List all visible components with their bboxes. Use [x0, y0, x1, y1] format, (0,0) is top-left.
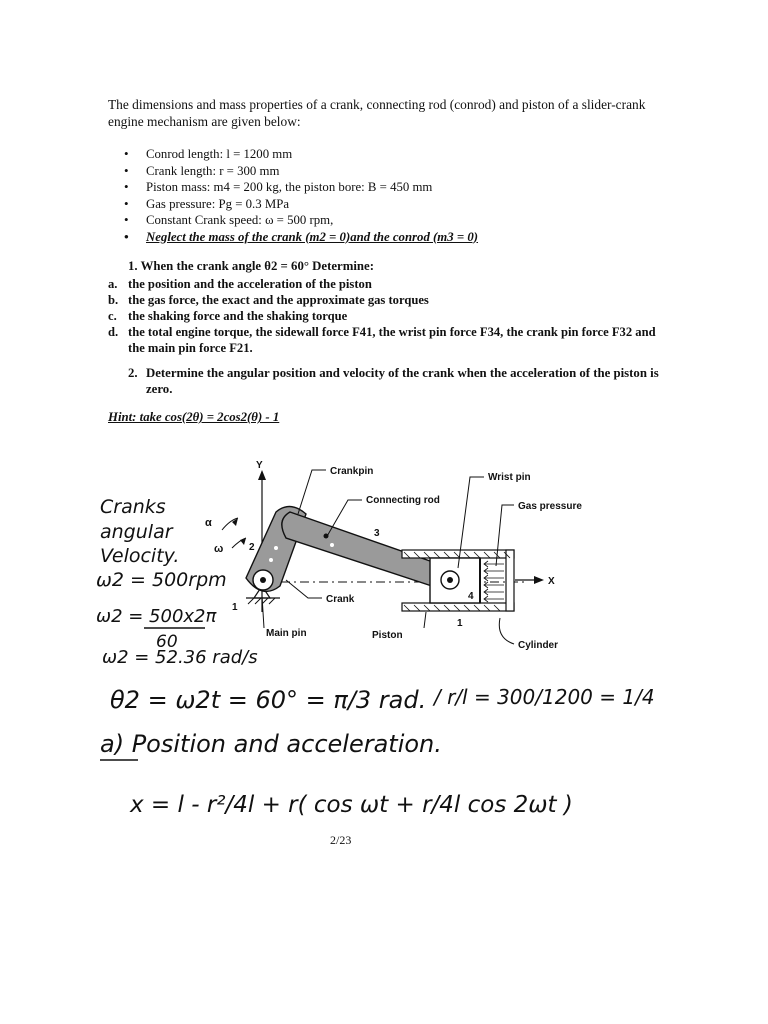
hw-line-4: ω2 = 500rpm: [96, 569, 227, 591]
crankpin-label: Crankpin: [330, 466, 374, 477]
subpart-letter: c.: [108, 309, 117, 323]
hw-line-1: Cranks: [100, 496, 166, 518]
subpart-text: the position and the acceleration of the piston: [128, 277, 372, 291]
bullet-gas-pressure: • Gas pressure: Pg = 0.3 MPa: [124, 196, 478, 213]
alpha-label: α: [205, 517, 212, 529]
piston-label: Piston: [372, 630, 403, 641]
crank-label: Crank: [326, 594, 355, 605]
question-2-number: 2.: [128, 366, 138, 380]
subpart-letter: a.: [108, 277, 118, 291]
page-number: 2/23: [330, 833, 352, 847]
main-pin-label: Main pin: [266, 628, 307, 639]
hw-position-equation: x = l - r²/4l + r( cos ωt + r/4l cos 2ωt ): [130, 792, 573, 818]
hw-part-a-heading: a) Position and acceleration.: [100, 730, 442, 758]
link-2-label: 2: [249, 542, 255, 553]
hw-line-7: ω2 = 52.36 rad/s: [102, 647, 258, 668]
connecting-rod-label: Connecting rod: [366, 495, 440, 506]
subpart-letter: d.: [108, 325, 119, 339]
y-axis-arrow-icon: [258, 470, 266, 480]
y-axis-label: Y: [256, 460, 263, 471]
link-3-label: 3: [374, 528, 380, 539]
hw-line-5: ω2 = 500x2π: [96, 606, 217, 627]
x-axis-arrow-icon: [534, 576, 544, 584]
hint: Hint: take cos(2θ) = 2cos2(θ) - 1: [108, 410, 280, 424]
hw-theta-equation: θ2 = ω2t = 60° = π/3 rad.: [110, 686, 427, 714]
gas-pressure-label: Gas pressure: [518, 501, 582, 512]
subpart-text: the shaking force and the shaking torque: [128, 309, 348, 323]
hw-line-2: angular: [100, 521, 173, 543]
bullet-piston-mass: • Piston mass: m4 = 200 kg, the piston bore: B = 450 mm: [124, 179, 478, 196]
intro-paragraph: The dimensions and mass properties of a crank, connecting rod (conrod) and piston of a slider-crank engine mechanism are given below:: [108, 97, 646, 129]
hw-line-6: 60: [156, 632, 178, 652]
bullet-crank-length: • Crank length: r = 300 mm: [124, 163, 478, 180]
x-axis-label: X: [548, 576, 555, 587]
ground-label-1b: 1: [457, 618, 463, 629]
subpart-letter: b.: [108, 293, 119, 307]
omega-label: ω: [214, 543, 224, 555]
subpart-text: the gas force, the exact and the approximate gas torques: [128, 293, 429, 307]
question-1: 1. When the crank angle θ2 = 60° Determine:: [128, 259, 374, 273]
hw-line-3: Velocity.: [100, 545, 180, 567]
bullet-crank-speed: • Constant Crank speed: ω = 500 rpm,: [124, 212, 478, 229]
hw-ratio-equation: / r/l = 300/1200 = 1/4: [434, 685, 655, 709]
link-4-label: 4: [468, 591, 474, 602]
ground-label-1: 1: [232, 602, 238, 613]
bullet-neglect-mass: • Neglect the mass of the crank (m2 = 0)and the conrod (m3 = 0): [124, 229, 478, 246]
subpart-text: the total engine torque, the sidewall force F41, the wrist pin force F34, the crank pin force F32 and the main pin force F21.: [128, 325, 656, 355]
bullet-conrod-length: • Conrod length: l = 1200 mm: [124, 146, 478, 163]
cylinder-label: Cylinder: [518, 640, 559, 651]
question-2-text: Determine the angular position and velocity of the crank when the acceleration of the piston is zero.: [146, 366, 659, 396]
wrist-pin-label: Wrist pin: [488, 472, 531, 483]
